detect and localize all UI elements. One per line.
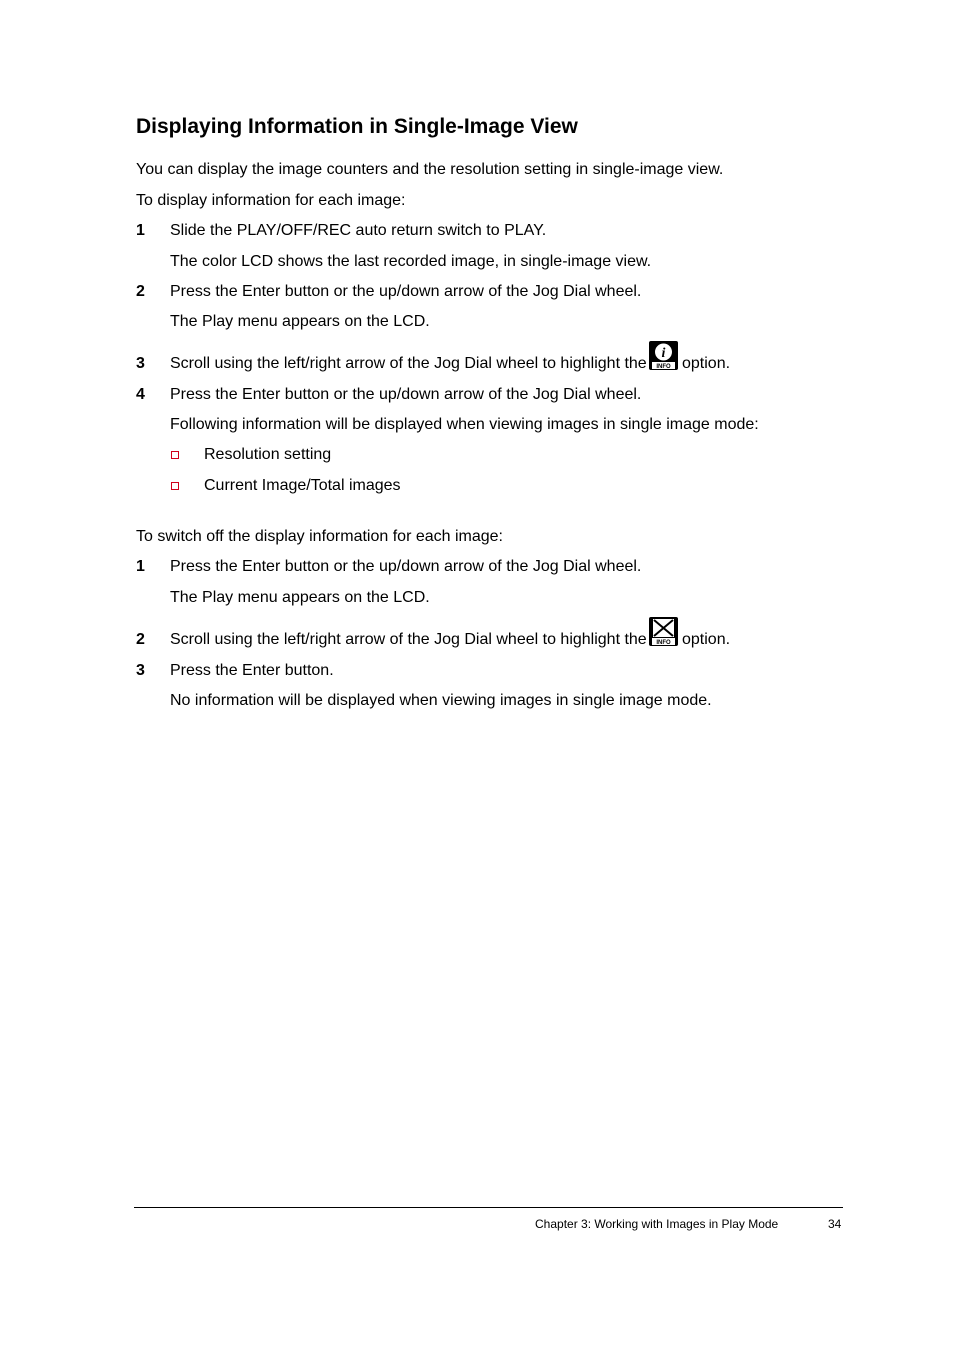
- bullet-item: Resolution setting: [204, 446, 332, 463]
- off-section-heading: To switch off the display information for each image:: [136, 528, 503, 545]
- page-number: 34: [828, 1217, 842, 1231]
- display-section-heading: To display information for each image:: [136, 192, 406, 209]
- footer-chapter: Chapter 3: Working with Images in Play Mode: [535, 1217, 779, 1231]
- step-text: Press the Enter button or the up/down arrow of the Jog Dial wheel.: [170, 283, 642, 300]
- info-icon: [649, 341, 678, 370]
- step-text: [170, 354, 647, 374]
- step-text: Slide the PLAY/OFF/REC auto return switch to PLAY.: [170, 222, 547, 239]
- step-text: Press the Enter button.: [170, 662, 334, 679]
- checkbox-bullet-icon: [171, 451, 179, 459]
- step-text: [170, 630, 647, 650]
- step-text-after: option.: [682, 631, 731, 648]
- step-note: No information will be displayed when viewing images in single image mode.: [170, 692, 712, 709]
- step-number: 1: [136, 558, 145, 575]
- step-number: 2: [136, 631, 145, 648]
- step-note: Following information will be displayed when viewing images in single image mode:: [170, 416, 759, 433]
- step-number: 3: [136, 662, 145, 679]
- step-text-before: Scroll using the left/right arrow of the Jog Dial wheel to highlight the: [170, 631, 647, 648]
- step-note: The Play menu appears on the LCD.: [170, 313, 430, 330]
- bullet-item: Current Image/Total images: [204, 477, 401, 494]
- step-text-after: option.: [682, 355, 731, 372]
- svg-text:INFO: INFO: [656, 640, 671, 646]
- page-title: Displaying Information in Single-Image View: [136, 115, 578, 138]
- step-note: The color LCD shows the last recorded image, in single-image view.: [170, 253, 652, 270]
- step-text: Press the Enter button or the up/down arrow of the Jog Dial wheel.: [170, 386, 642, 403]
- checkbox-bullet-icon: [171, 482, 179, 490]
- step-number: 4: [136, 386, 145, 403]
- step-number: 2: [136, 283, 145, 300]
- footer-divider: [134, 1207, 843, 1208]
- step-number: 1: [136, 222, 145, 239]
- step-text-before: Scroll using the left/right arrow of the Jog Dial wheel to highlight the: [170, 355, 647, 372]
- svg-text:i: i: [661, 346, 666, 361]
- info-off-icon: [649, 617, 678, 646]
- intro-paragraph: You can display the image counters and the resolution setting in single-image view.: [136, 161, 724, 178]
- step-text: Press the Enter button or the up/down arrow of the Jog Dial wheel.: [170, 558, 642, 575]
- svg-text:INFO: INFO: [656, 364, 671, 370]
- step-note: The Play menu appears on the LCD.: [170, 589, 430, 606]
- step-number: 3: [136, 355, 145, 372]
